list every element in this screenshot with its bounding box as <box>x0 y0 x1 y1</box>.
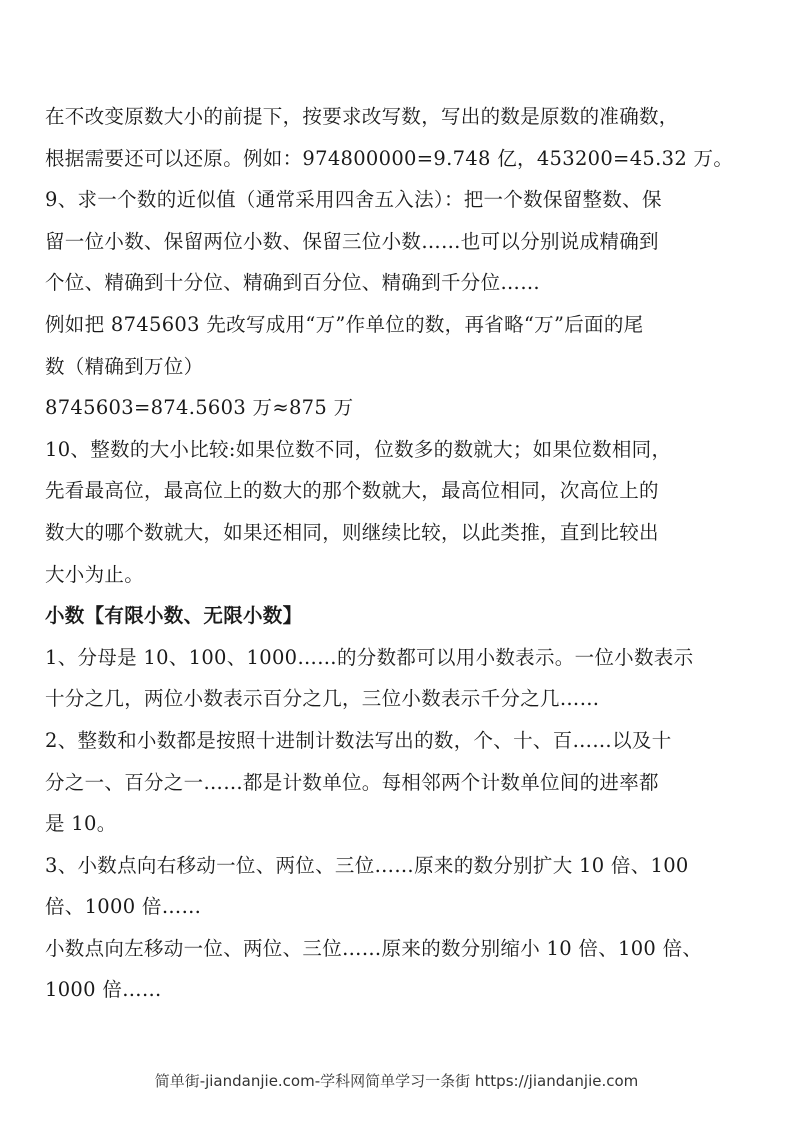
document-body <box>45 96 755 1011</box>
text-line: 1000 倍…… <box>45 978 162 1002</box>
text-line: 数（精确到万位） <box>45 354 204 378</box>
page-footer: 简单街-jiandanjie.com-学科网简单学习一条街 https://jiandanjie.com <box>154 1072 639 1090</box>
text-line: 3、小数点向右移动一位、两位、三位……原来的数分别扩大 10 倍、100 <box>45 853 689 877</box>
text-line: 是 10。 <box>45 812 117 836</box>
text-line: 在不改变原数大小的前提下，按要求改写数，写出的数是原数的准确数， <box>45 105 679 128</box>
text-line: 小数点向左移动一位、两位、三位……原来的数分别缩小 10 倍、100 倍、 <box>45 936 703 960</box>
text-line: 8745603=874.5603 万≈875 万 <box>45 396 354 420</box>
text-line: 例如把 8745603 先改写成用“万”作单位的数，再省略“万”后面的尾 <box>45 312 644 336</box>
text-line: 根据需要还可以还原。例如：974800000=9.748 亿，453200=45.32 万。 <box>45 146 734 170</box>
text-line: 先看最高位，最高位上的数大的那个数就大，最高位相同，次高位上的 <box>45 479 659 503</box>
text-line: 十分之几，两位小数表示百分之几，三位小数表示千分之几…… <box>45 687 600 711</box>
text-line: 10、整数的大小比较:如果位数不同，位数多的数就大；如果位数相同， <box>45 437 672 461</box>
text-line: 分之一、百分之一……都是计数单位。每相邻两个计数单位间的进率都 <box>45 770 659 794</box>
text-line: 留一位小数、保留两位小数、保留三位小数……也可以分别说成精确到 <box>45 229 659 253</box>
text-line: 倍、1000 倍…… <box>45 895 202 919</box>
text-line: 数大的哪个数就大，如果还相同，则继续比较，以此类推，直到比较出 <box>45 520 659 544</box>
text-line: 大小为止。 <box>45 562 145 586</box>
text-line: 1、分母是 10、100、1000……的分数都可以用小数表示。一位小数表示 <box>45 645 694 669</box>
section-heading: 小数【有限小数、无限小数】 <box>45 604 303 628</box>
text-line: 9、求一个数的近似值（通常采用四舍五入法）：把一个数保留整数、保 <box>45 188 662 212</box>
text-line: 2、整数和小数都是按照十进制计数法写出的数，个、十、百……以及十 <box>45 728 672 752</box>
text-line: 个位、精确到十分位、精确到百分位、精确到千分位…… <box>45 271 541 295</box>
